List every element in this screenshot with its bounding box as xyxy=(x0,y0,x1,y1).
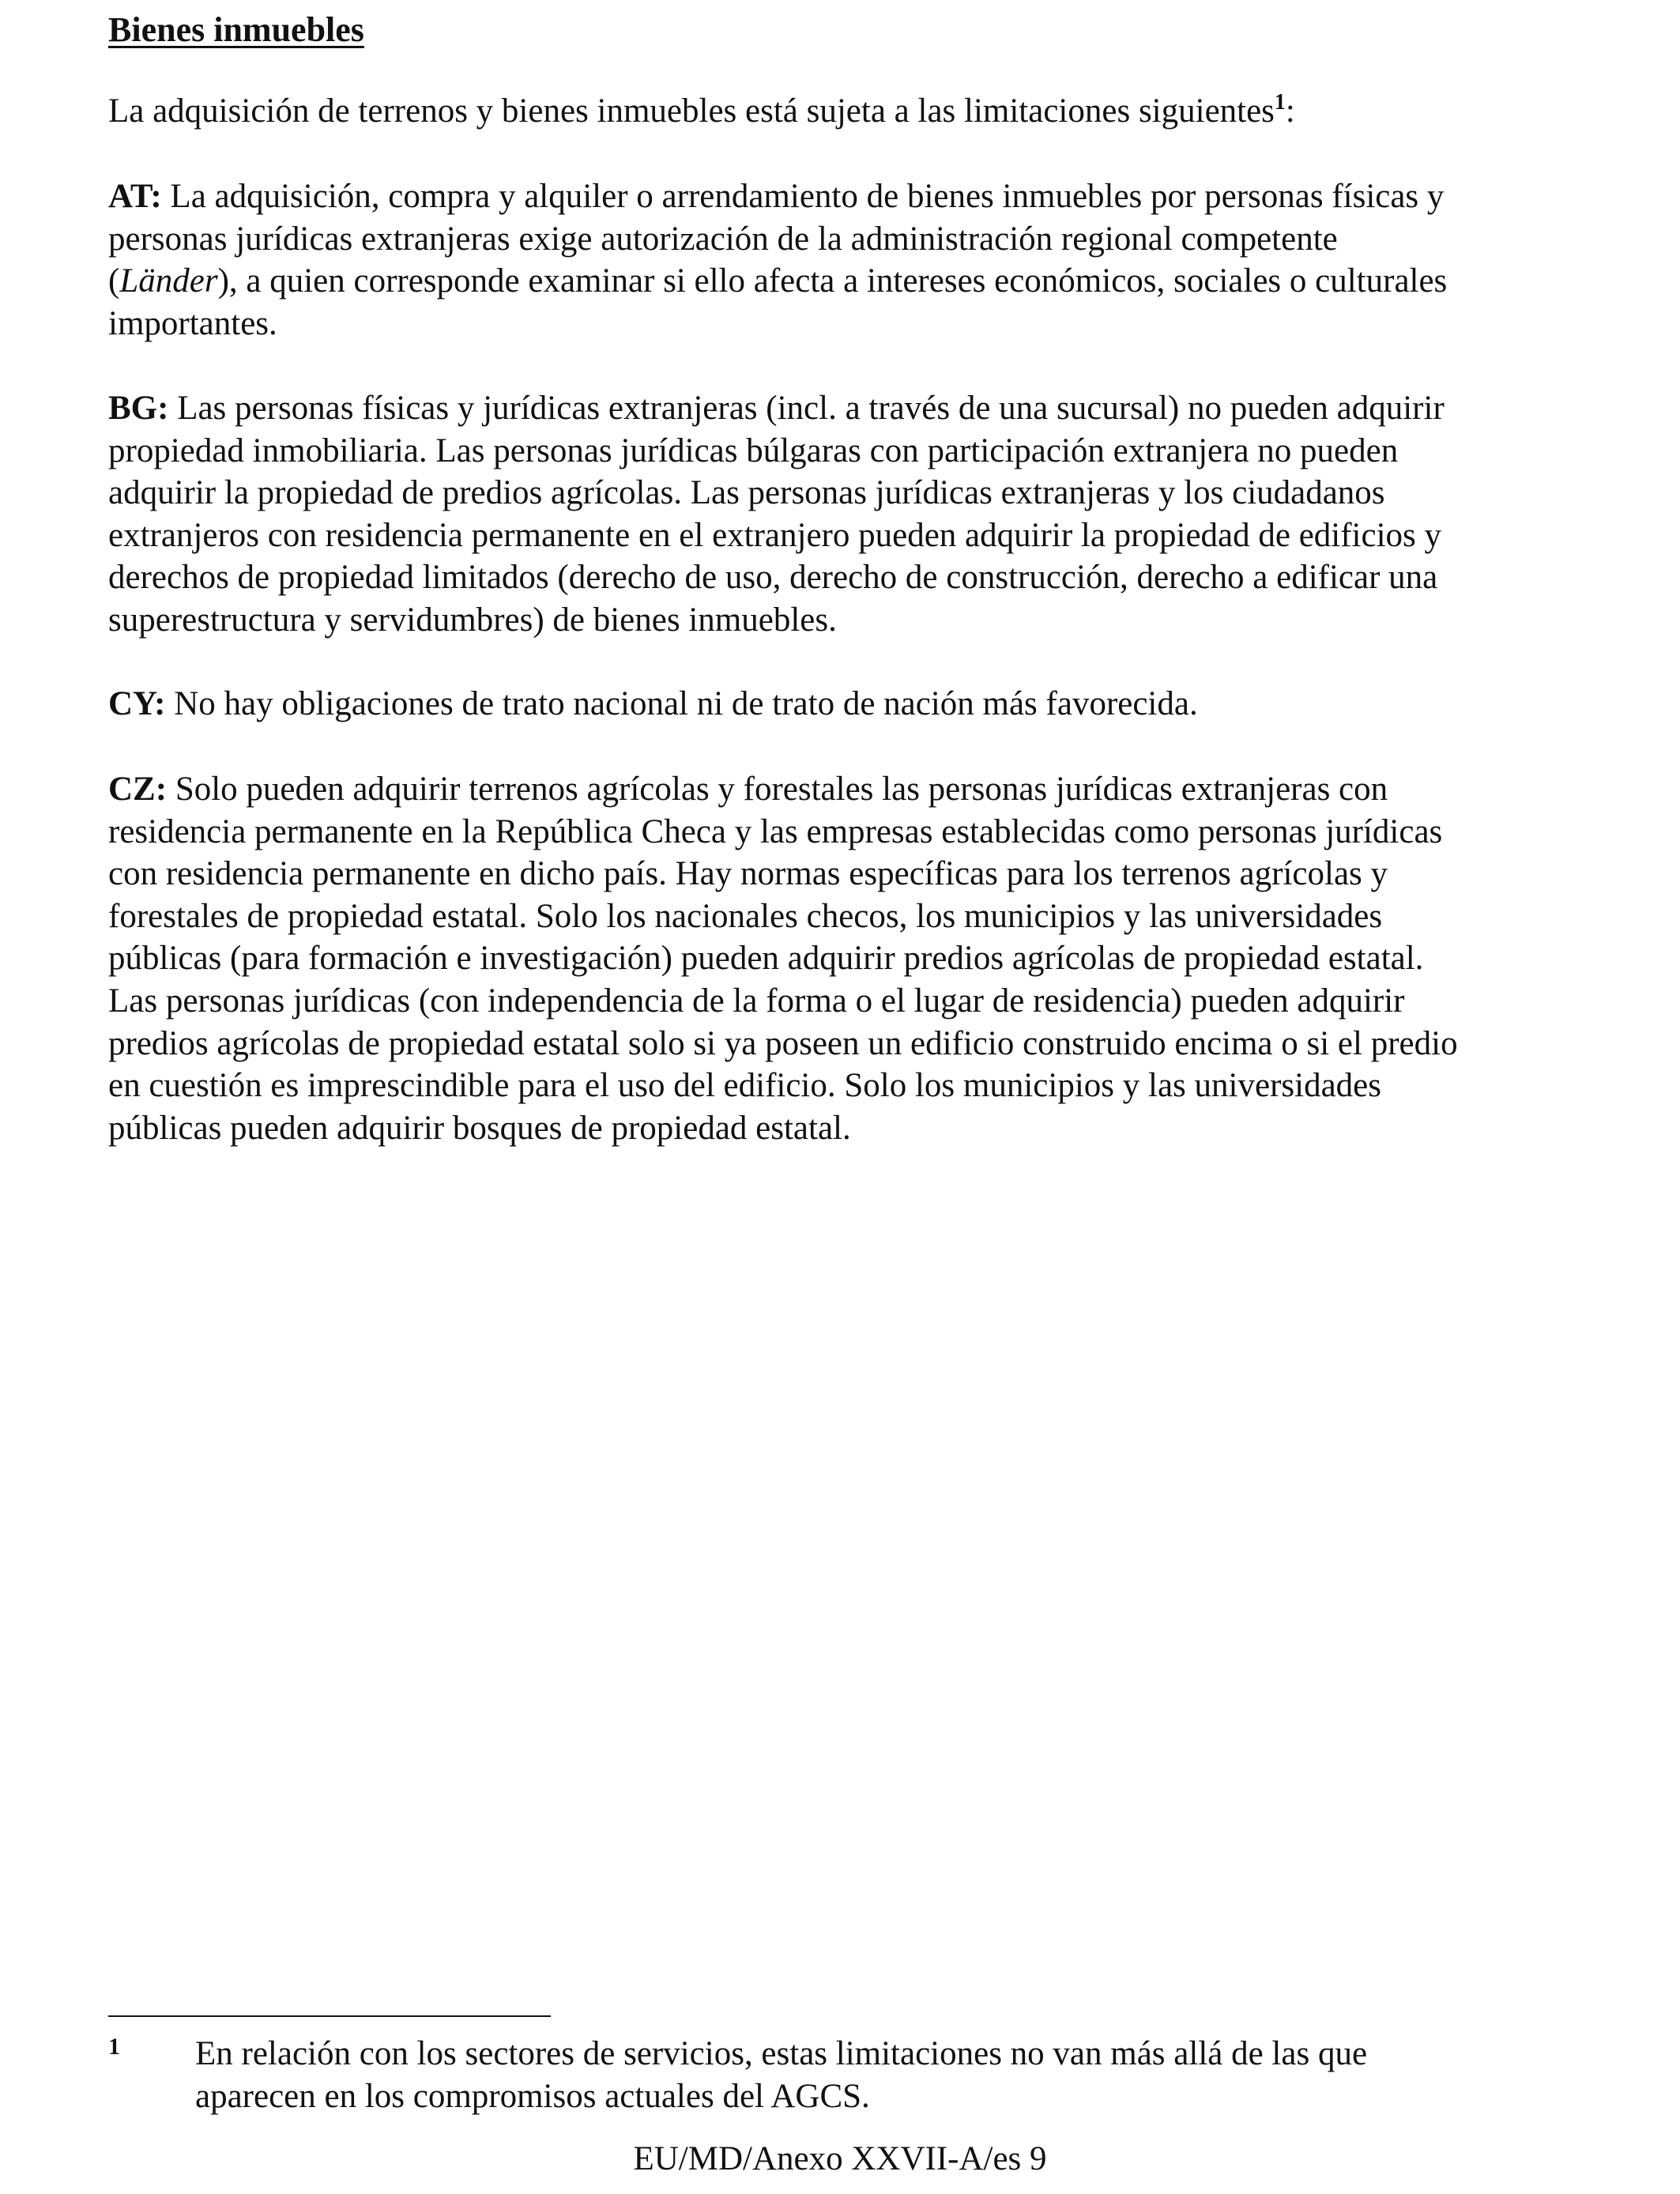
entry-line xyxy=(108,683,1578,726)
entry-text: Solo pueden adquirir terrenos agrícolas y forestales las personas jurídicas extranjeras con xyxy=(167,771,1388,808)
entry-line xyxy=(108,768,1578,811)
intro-text: La adquisición de terrenos y bienes inmuebles está sujeta a las limitaciones siguientes xyxy=(108,92,1275,130)
entry-line: residencia permanente en la República Checa y las empresas establecidas como personas jurídicas xyxy=(108,812,1443,850)
intro-paragraph xyxy=(108,90,1578,133)
entry-line xyxy=(108,387,1578,430)
entry-line: personas jurídicas extranjeras exige autorización de la administración regional competente xyxy=(108,220,1338,258)
entry-cz xyxy=(108,768,1578,1149)
footnote-line: aparecen en los compromisos actuales del AGCS. xyxy=(195,2078,870,2115)
entry-at xyxy=(108,175,1578,345)
entry-line: Las personas jurídicas (con independencia de la forma o el lugar de residencia) pueden adquirir xyxy=(108,982,1405,1020)
entry-line: propiedad inmobiliaria. Las personas jurídicas búlgaras con participación extranjera no pueden xyxy=(108,432,1399,469)
entry-line: en cuestión es imprescindible para el uso del edificio. Solo los municipios y las universidades xyxy=(108,1067,1381,1105)
entry-text: La adquisición, compra y alquiler o arrendamiento de bienes inmuebles por personas físicas y xyxy=(161,178,1445,215)
entry-line: superestructura y servidumbres) de bienes inmuebles. xyxy=(108,601,837,639)
country-code-cz: CZ: xyxy=(108,771,168,808)
entry-line: derechos de propiedad limitados (derecho de uso, derecho de construcción, derecho a edificar una xyxy=(108,559,1438,597)
country-code-at: AT: xyxy=(108,178,162,215)
emphasis-term: Länder xyxy=(119,262,218,300)
entry-line xyxy=(108,175,1578,218)
entry-line: públicas (para formación e investigación) pueden adquirir predios agrícolas de propiedad estatal. xyxy=(108,940,1424,978)
country-code-cy: CY: xyxy=(108,685,166,722)
entry-text: ), a quien corresponde examinar si ello afecta a intereses económicos, sociales o culturales xyxy=(217,262,1448,300)
intro-suffix: : xyxy=(1285,92,1295,130)
entry-line xyxy=(108,260,1578,303)
footnote-text xyxy=(195,2033,1367,2118)
entry-cy xyxy=(108,683,1578,726)
footnote-reference[interactable]: 1 xyxy=(1274,90,1286,115)
entry-line: extranjeros con residencia permanente en el extranjero pueden adquirir la propiedad de edificios y xyxy=(108,516,1442,554)
entry-line: adquirir la propiedad de predios agrícolas. Las personas jurídicas extranjeras y los ciudadanos xyxy=(108,474,1385,512)
entry-text: Las personas físicas y jurídicas extranjeras (incl. a través de una sucursal) no pueden adquirir xyxy=(168,390,1445,427)
entry-line: forestales de propiedad estatal. Solo los nacionales checos, los municipios y las universidades xyxy=(108,897,1383,935)
footnote-divider xyxy=(108,2015,551,2017)
entry-line: públicas pueden adquirir bosques de propiedad estatal. xyxy=(108,1109,851,1147)
entry-text: No hay obligaciones de trato nacional ni de trato de nación más favorecida. xyxy=(165,685,1198,722)
page-footer-label: EU/MD/Anexo XXVII-A/es 9 xyxy=(633,2140,1047,2177)
entry-line: importantes. xyxy=(108,304,277,342)
country-code-bg: BG: xyxy=(108,390,169,427)
entry-bg xyxy=(108,387,1578,642)
intro-line xyxy=(108,90,1578,133)
entry-line: predios agrícolas de propiedad estatal solo si ya poseen un edificio construido encima o si el predio xyxy=(108,1024,1458,1062)
section-heading: Bienes inmuebles xyxy=(108,10,364,49)
footnote-number: 1 xyxy=(108,2034,120,2060)
entry-text: ( xyxy=(108,262,120,300)
footnote-line: En relación con los sectores de servicios, estas limitaciones no van más allá de las que xyxy=(195,2035,1368,2072)
entry-line: con residencia permanente en dicho país. Hay normas específicas para los terrenos agrícolas y xyxy=(108,855,1388,893)
